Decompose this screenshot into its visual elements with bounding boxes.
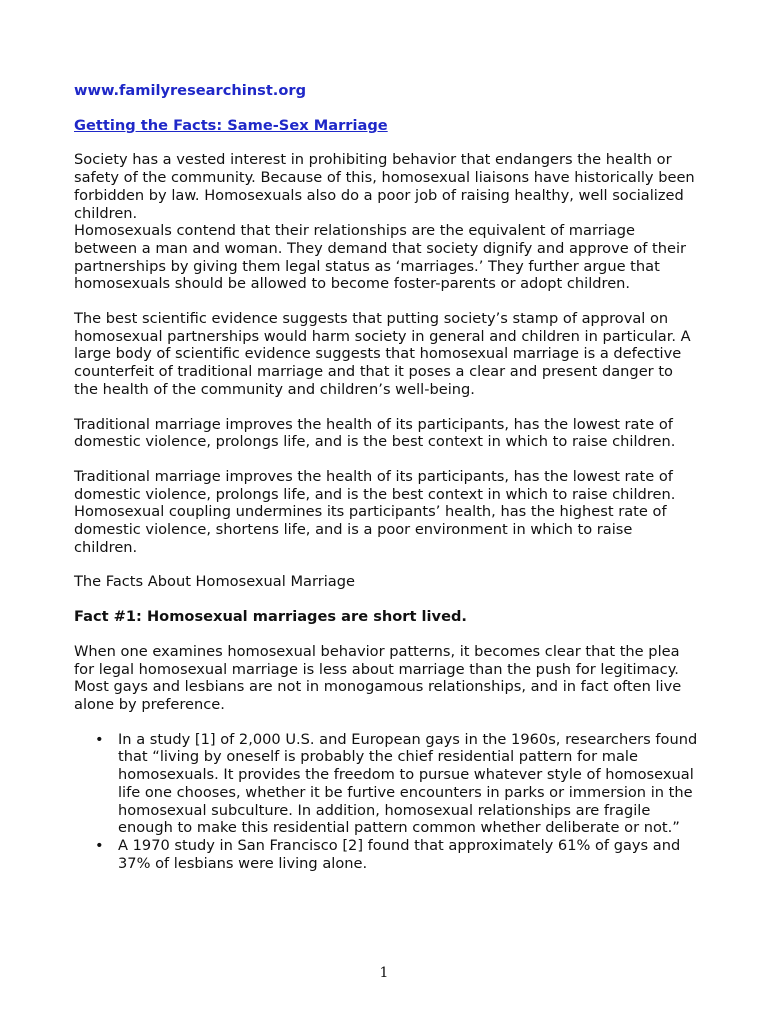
claims-paragraph: Homosexuals contend that their relationships are the equivalent of marriage between a man and woman. They demand that society dignify and approve of their partnerships by giving them legal status as ‘marriages.’ They further argue that homosexuals should be allowed to become foster-parents or adopt children. (74, 222, 687, 293)
comparison-paragraph: Traditional marriage improves the health of its participants, has the lowest rate of domestic violence, prolongs life, and is the best context in which to raise children. Homosexual coupling undermines its participants’ health, has the highest rate of domestic violence, shortens life, and is a poor environment in which to raise children. (74, 467, 676, 556)
bullet-icon: • (95, 836, 104, 854)
list-item-text: In a study [1] of 2,000 U.S. and European gays in the 1960s, researchers found that “living by oneself is probably the chief residential pattern for male homosexuals. It provides the freedom to pursue whatever style of homosexual life one chooses, whether it be furtive encounters in parks or immersion in the homosexual subculture. In addition, homosexual relationships are fragile enough to make this residential pattern common whether deliberate or not.” (118, 730, 698, 837)
document-page (74, 82, 700, 872)
behavior-paragraph: When one examines homosexual behavior patterns, it becomes clear that the plea for legal homosexual marriage is less about marriage than the push for legitimacy. Most gays and lesbians are not in monogamous relationships, and in fact often live alone by preference. (74, 642, 682, 713)
site-link[interactable]: www.familyresearchinst.org (74, 82, 307, 99)
list-item-text: A 1970 study in San Francisco [2] found that approximately 61% of gays and 37% of lesbians were living alone. (118, 836, 681, 872)
list-item (95, 730, 700, 837)
fact-heading: Fact #1: Homosexual marriages are short lived. (74, 608, 467, 626)
intro-paragraph: Society has a vested interest in prohibiting behavior that endangers the health or safety of the community. Because of this, homosexual liaisons have historically been forbidden by law. Homosexuals also do a poor job of raising healthy, well socialized children. (74, 151, 695, 222)
traditional-marriage-paragraph: Traditional marriage improves the health of its participants, has the lowest rate of domestic violence, prolongs life, and is the best context in which to raise children. (74, 415, 676, 451)
section-heading: The Facts About Homosexual Marriage (74, 573, 355, 591)
document-title-link[interactable]: Getting the Facts: Same-Sex Marriage (74, 116, 388, 134)
page-number: 1 (379, 965, 389, 981)
evidence-paragraph: The best scientific evidence suggests that putting society’s stamp of approval on homosexual partnerships would harm society in general and children in particular. A large body of scientific evidence suggests that homosexual marriage is a defective counterfeit of traditional marriage and that it poses a clear and present danger to the health of the community and children’s well-being. (74, 310, 691, 398)
study-list (74, 731, 700, 873)
list-item (95, 836, 700, 872)
bullet-icon: • (95, 730, 104, 748)
